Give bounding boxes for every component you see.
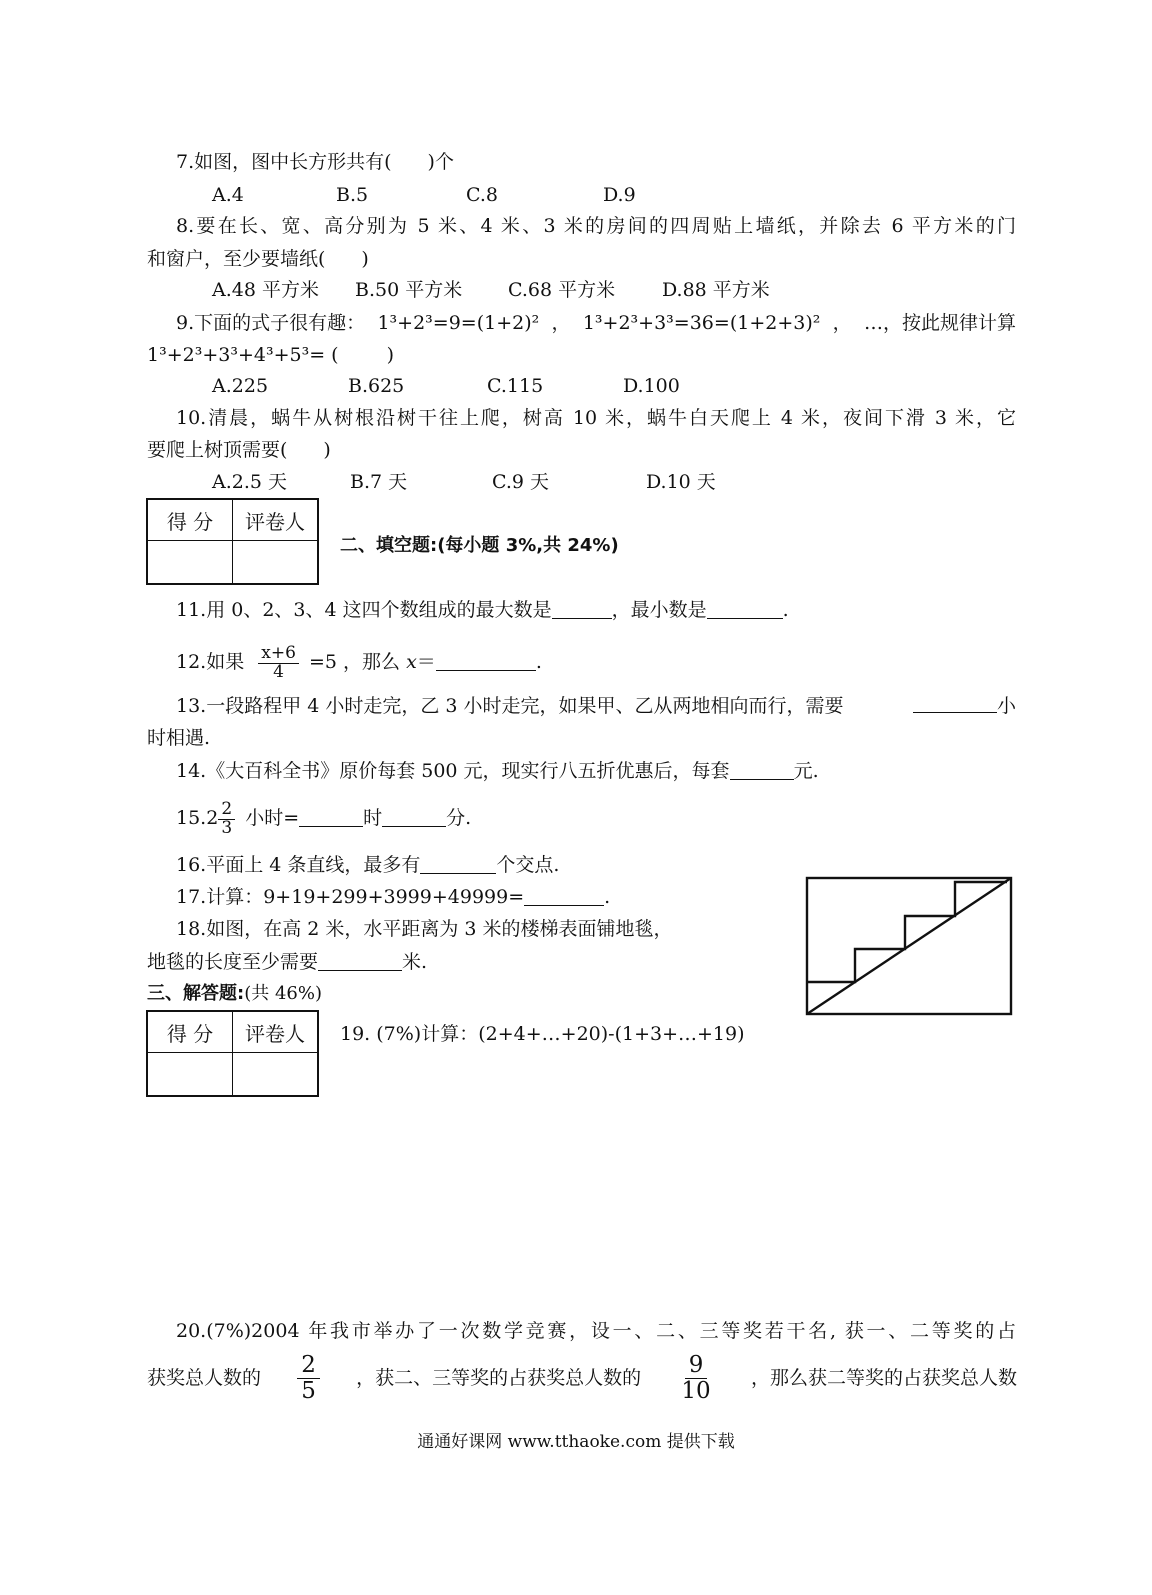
q9-option-b: B.625 xyxy=(348,375,405,397)
q7-stem-text: 7.如图，图中长方形共有( xyxy=(176,151,392,173)
q20-line2 xyxy=(147,1348,1017,1408)
q7-stem-end: )个 xyxy=(427,151,454,173)
q16 xyxy=(176,853,559,877)
q15-fraction-den: 3 xyxy=(221,817,233,838)
q18-line2 xyxy=(147,950,427,974)
q9-expr1: 1³+2³=9=(1+2)² xyxy=(377,312,540,334)
q11-mid: ，最小数是 xyxy=(611,599,707,621)
q10-option-c: C.9 天 xyxy=(492,471,550,493)
q12-end: . xyxy=(535,651,542,673)
q9-option-a: A.225 xyxy=(212,375,269,397)
page-footer: 通通好课网 www.tthaoke.com 提供下载 xyxy=(417,1432,735,1452)
grader-cell xyxy=(233,541,319,585)
q13-blank xyxy=(913,694,997,713)
q14-blank xyxy=(730,761,794,780)
q10-option-a: A.2.5 天 xyxy=(212,471,288,493)
q13-line1-text: 13.一段路程甲 4 小时走完，乙 3 小时走完，如果甲、乙从两地相向而行，需要 xyxy=(176,695,844,717)
q17-text: 17.计算：9+19+299+3999+49999= xyxy=(176,886,525,908)
score-label: 得 分 xyxy=(147,1011,233,1053)
staircase-diagonal xyxy=(807,878,1011,1014)
q15-prefix: 15.2 xyxy=(176,807,219,829)
section3-note: (共 46%) xyxy=(244,983,322,1004)
q8-line2 xyxy=(147,247,369,271)
grader-label: 评卷人 xyxy=(233,499,319,541)
q8-option-a: A.48 平方米 xyxy=(212,279,319,301)
q11-text: 11.用 0、2、3、4 这四个数组成的最大数是 xyxy=(176,599,552,621)
q7-stem xyxy=(176,150,454,174)
q10-line2 xyxy=(147,438,331,462)
q20-seg3: ，那么获二等奖的占获奖总人数 xyxy=(750,1367,1017,1389)
q9-prefix: 9.下面的式子很有趣： xyxy=(176,312,366,334)
section3-title-text: 三、解答题: xyxy=(147,983,245,1004)
grader-cell xyxy=(233,1053,319,1097)
section3-title xyxy=(147,982,322,1006)
score-table-section3 xyxy=(146,1010,319,1097)
q9-line2-end: ) xyxy=(386,344,394,366)
q13-line1 xyxy=(176,694,1016,718)
q20-fraction-1-den: 5 xyxy=(301,1377,316,1404)
q9-option-d: D.100 xyxy=(623,375,680,397)
q7-option-b: B.5 xyxy=(336,184,369,206)
q12-eq: =5 ，那么 xyxy=(308,651,401,673)
q20-line1: 20.(7%)2004 年我市举办了一次数学竞赛，设一、二、三等奖若干名, 获一、二等奖的占 xyxy=(176,1320,1016,1342)
grader-label: 评卷人 xyxy=(233,1011,319,1053)
q13-line1-end: 小 xyxy=(996,695,1016,717)
q17-blank xyxy=(524,887,604,906)
q15-mid: 时 xyxy=(363,807,383,829)
q14-text: 14.《大百科全书》原价每套 500 元，现实行八五折优惠后，每套 xyxy=(176,760,730,782)
q9-line2-text: 1³+2³+3³+4³+5³= ( xyxy=(147,344,339,366)
q11 xyxy=(176,598,789,622)
q20-fraction-1 xyxy=(297,1353,320,1402)
q10-option-b: B.7 天 xyxy=(350,471,408,493)
staircase-steps xyxy=(807,882,1007,982)
q20-fraction-2-num: 9 xyxy=(685,1353,708,1378)
q11-end: . xyxy=(782,599,789,621)
q16-end: 个交点. xyxy=(496,854,560,876)
q18-line2-text: 地毯的长度至少需要 xyxy=(147,951,319,973)
q15-end: 分. xyxy=(446,807,472,829)
q8-line2-end: ) xyxy=(361,248,369,270)
section2-title xyxy=(340,534,619,558)
q8-line1: 8.要在长、宽、高分别为 5 米、4 米、3 米的房间的四周贴上墙纸，并除去 6 平方米的门 xyxy=(176,215,1016,237)
q10-option-d: D.10 天 xyxy=(646,471,716,493)
q17-end: . xyxy=(604,886,611,908)
q7-option-d: D.9 xyxy=(603,184,636,206)
q15-unit: 小时= xyxy=(245,807,300,829)
score-cell xyxy=(147,1053,233,1097)
q10-line2-end: ) xyxy=(323,439,331,461)
q8-line2-text: 和窗户，至少要墙纸( xyxy=(147,248,326,270)
q20-seg1: 获奖总人数的 xyxy=(147,1367,262,1389)
q18-line2-end: 米. xyxy=(402,951,428,973)
q15-blank-hours xyxy=(299,808,363,827)
q20-fraction-2-den: 10 xyxy=(681,1377,711,1404)
q12-fraction-den: 4 xyxy=(273,661,284,682)
staircase-figure xyxy=(804,874,1016,1020)
q12-equals: ＝ xyxy=(416,651,436,673)
q9-line2 xyxy=(147,343,394,367)
q11-blank-min xyxy=(707,600,783,619)
q9-option-c: C.115 xyxy=(487,375,544,397)
q15 xyxy=(176,794,471,842)
section2-title-text: 二、填空题:(每小题 3%,共 24%) xyxy=(340,535,619,556)
score-table-section2 xyxy=(146,498,319,585)
q12-prefix: 12.如果 xyxy=(176,651,245,673)
q19: 19. (7%)计算：(2+4+…+20)-(1+3+…+19) xyxy=(340,1023,745,1045)
q12-blank xyxy=(436,652,536,671)
q15-fraction-num: 2 xyxy=(218,801,235,820)
q20-seg2: ，获二、三等奖的占获奖总人数的 xyxy=(356,1367,642,1389)
q9-line1: 9.下面的式子很有趣： 1³+2³=9=(1+2)² ， 1³+2³+3³=36=(1+2+3)² ， …，按此规律计算 xyxy=(176,312,1016,334)
q20-fraction-1-num: 2 xyxy=(297,1353,320,1378)
q8-option-c: C.68 平方米 xyxy=(508,279,616,301)
q13-line2: 时相遇. xyxy=(147,727,211,749)
q7-option-c: C.8 xyxy=(466,184,498,206)
q15-blank-minutes xyxy=(382,808,446,827)
q12-fraction-num: x+6 xyxy=(258,645,299,664)
q18-blank xyxy=(318,952,402,971)
q14 xyxy=(176,759,819,783)
q12-var: x xyxy=(406,651,417,673)
q8-option-b: B.50 平方米 xyxy=(355,279,463,301)
q10-line1: 10.清晨，蜗牛从树根沿树干往上爬，树高 10 米，蜗牛白天爬上 4 米，夜间下滑 3 米，它 xyxy=(176,407,1016,429)
q17 xyxy=(176,885,610,909)
q14-end: 元. xyxy=(793,760,819,782)
q12-fraction xyxy=(258,642,299,682)
q9-expr2: 1³+2³+3³=36=(1+2+3)² xyxy=(582,312,821,334)
score-label: 得 分 xyxy=(147,499,233,541)
q12 xyxy=(176,638,542,686)
q7-option-a: A.4 xyxy=(212,184,244,206)
q18-line1: 18.如图，在高 2 米，水平距离为 3 米的楼梯表面铺地毯， xyxy=(176,918,673,940)
q16-blank xyxy=(420,855,496,874)
q20-fraction-2 xyxy=(677,1353,714,1402)
score-cell xyxy=(147,541,233,585)
q16-text: 16.平面上 4 条直线，最多有 xyxy=(176,854,421,876)
q10-line2-text: 要爬上树顶需要( xyxy=(147,439,288,461)
q9-tail: …，按此规律计算 xyxy=(863,312,1016,334)
q11-blank-max xyxy=(552,600,612,619)
q8-option-d: D.88 平方米 xyxy=(662,279,770,301)
q15-fraction xyxy=(218,798,235,838)
